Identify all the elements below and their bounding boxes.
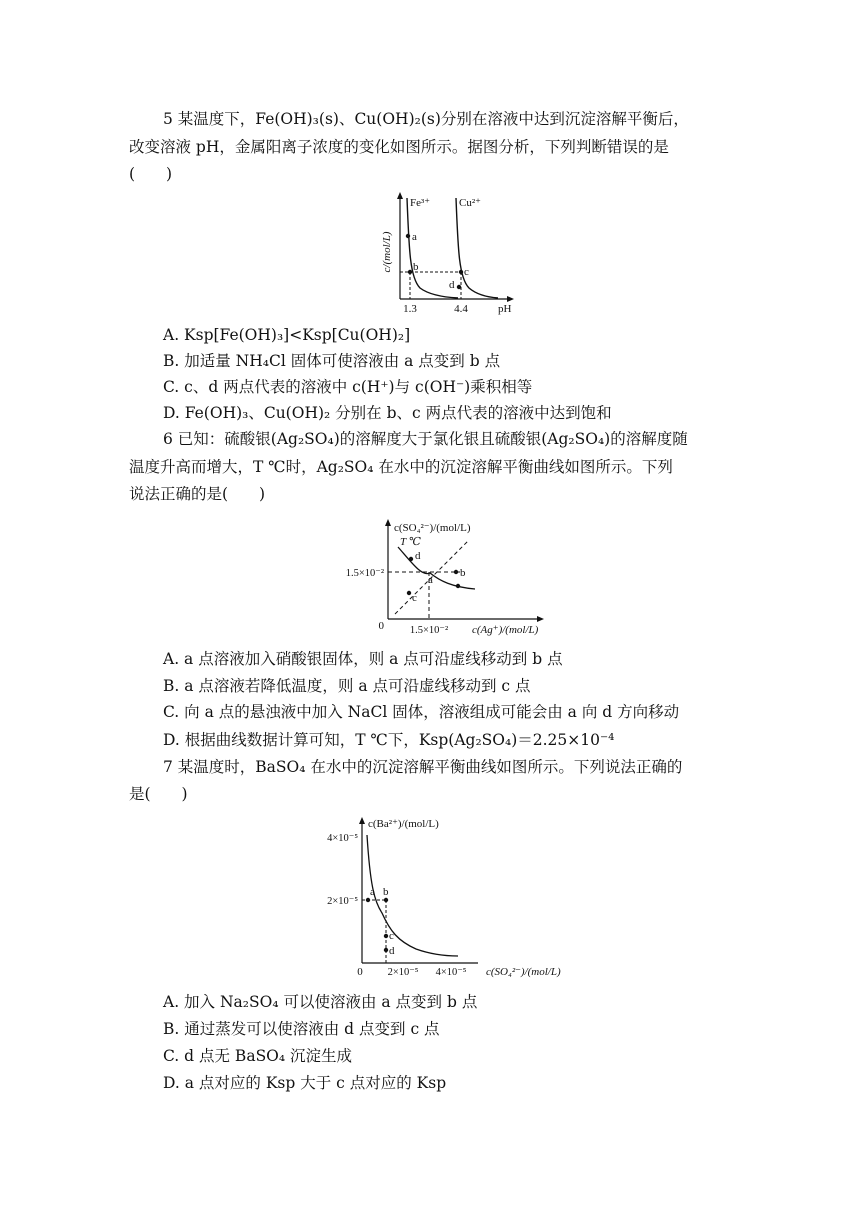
q6-ytick: 1.5×10⁻²: [345, 568, 384, 579]
q6-label-a: a: [428, 574, 433, 586]
q6-figure: [340, 515, 560, 640]
q7-xtick-2: 4×10⁻⁵: [435, 967, 467, 978]
q6-origin: 0: [378, 620, 384, 632]
q6-ylabel: c(SO₄²⁻)/(mol/L): [394, 522, 471, 534]
q5-label-a: a: [412, 231, 417, 243]
q6-point-extra: [456, 584, 460, 588]
q7-xlabel: c(SO₄²⁻)/(mol/L): [486, 966, 561, 978]
q5-y-arrow: [397, 192, 403, 199]
q7-xtick-1: 2×10⁻⁵: [387, 967, 419, 978]
q7-option-b: B. 通过蒸发可以使溶液由 d 点变到 c 点: [163, 1020, 440, 1038]
q5-stem-line3: ( ): [129, 165, 173, 183]
q6-x-arrow: [537, 616, 544, 622]
q5-stem-line2: 改变溶液 pH，金属阳离子浓度的变化如图所示。据图分析，下列判断错误的是: [129, 138, 669, 156]
q5-xtick-2: 4.4: [454, 303, 468, 315]
q7-label-c: c: [389, 930, 394, 942]
q6-y-arrow: [385, 519, 391, 526]
q6-label-d: d: [415, 550, 421, 562]
q5-stem-line1: 5 某温度下，Fe(OH)₃(s)、Cu(OH)₂(s)分别在溶液中达到沉淀溶解平衡后，: [163, 110, 689, 128]
q5-option-c: C. c、d 两点代表的溶液中 c(H⁺)与 c(OH⁻)乘积相等: [163, 378, 533, 396]
q5-cu-curve: [456, 198, 498, 298]
q6-option-c: C. 向 a 点的悬浊液中加入 NaCl 固体，溶液组成可能会由 a 向 d 方向移动: [163, 703, 680, 721]
q5-option-d: D. Fe(OH)₃、Cu(OH)₂ 分别在 b、c 两点代表的溶液中达到饱和: [163, 404, 612, 422]
q6-point-b: [454, 570, 458, 574]
q5-figure: [370, 190, 520, 320]
q7-ylabel: c(Ba²⁺)/(mol/L): [368, 818, 439, 830]
q7-figure: [318, 813, 578, 983]
q5-x-arrow: [507, 296, 514, 302]
q5-point-c: [459, 270, 463, 274]
q6-stem-line3: 说法正确的是( ): [129, 485, 266, 503]
q5-xtick-1: 1.3: [403, 303, 417, 315]
q6-stem-line2: 温度升高而增大，T ℃时，Ag₂SO₄ 在水中的沉淀溶解平衡曲线如图所示。下列: [129, 458, 673, 476]
q7-point-c: [384, 934, 388, 938]
q7-point-d: [384, 948, 388, 952]
q6-stem-line1: 6 已知：硫酸银(Ag₂SO₄)的溶解度大于氯化银且硫酸银(Ag₂SO₄)的溶解度随: [163, 430, 688, 448]
q5-label-d: d: [449, 279, 455, 291]
q5-fe-label: Fe³⁺: [410, 197, 431, 209]
q5-point-b: [408, 270, 412, 274]
q5-option-b: B. 加适量 NH₄Cl 固体可使溶液由 a 点变到 b 点: [163, 352, 501, 370]
q7-stem-line2: 是( ): [129, 785, 188, 803]
q7-origin: 0: [357, 966, 363, 978]
q7-option-a: A. 加入 Na₂SO₄ 可以使溶液由 a 点变到 b 点: [163, 993, 478, 1011]
q6-xlabel: c(Ag⁺)/(mol/L): [472, 624, 539, 636]
q7-label-b: b: [383, 886, 389, 898]
q6-label-b: b: [460, 567, 466, 579]
q6-point-d: [409, 557, 413, 561]
q5-point-d: [457, 285, 461, 289]
q6-temp: T ℃: [400, 536, 421, 548]
q5-label-b: b: [413, 261, 419, 273]
q6-option-b: B. a 点溶液若降低温度，则 a 点可沿虚线移动到 c 点: [163, 677, 531, 695]
q6-point-c: [407, 591, 411, 595]
q6-xtick: 1.5×10⁻²: [409, 625, 449, 636]
q6-option-a: A. a 点溶液加入硝酸银固体，则 a 点可沿虚线移动到 b 点: [163, 650, 563, 668]
q5-cu-label: Cu²⁺: [459, 197, 481, 209]
q7-ytick-top: 4×10⁻⁵: [327, 833, 358, 844]
q7-option-d: D. a 点对应的 Ksp 大于 c 点对应的 Ksp: [163, 1074, 447, 1092]
q7-label-d: d: [389, 945, 395, 957]
q7-label-a: a: [370, 886, 375, 898]
q7-option-c: C. d 点无 BaSO₄ 沉淀生成: [163, 1047, 353, 1065]
q7-stem-line1: 7 某温度时，BaSO₄ 在水中的沉淀溶解平衡曲线如图所示。下列说法正确的: [163, 758, 683, 776]
q7-point-a: [366, 898, 370, 902]
q7-curve: [367, 835, 458, 956]
q6-label-c: c: [412, 592, 417, 604]
q5-label-c: c: [464, 266, 469, 278]
q5-xlabel: pH: [498, 303, 512, 315]
q5-point-a: [406, 234, 410, 238]
q7-point-b: [384, 898, 388, 902]
q7-y-arrow: [359, 817, 365, 824]
q6-option-d: D. 根据曲线数据计算可知，T ℃下，Ksp(Ag₂SO₄)＝2.25×10⁻⁴: [163, 731, 615, 749]
q5-ylabel: c/(mol/L): [381, 231, 393, 273]
q5-option-a: A. Ksp[Fe(OH)₃]<Ksp[Cu(OH)₂]: [163, 326, 411, 344]
q7-ytick-mid: 2×10⁻⁵: [327, 896, 358, 907]
